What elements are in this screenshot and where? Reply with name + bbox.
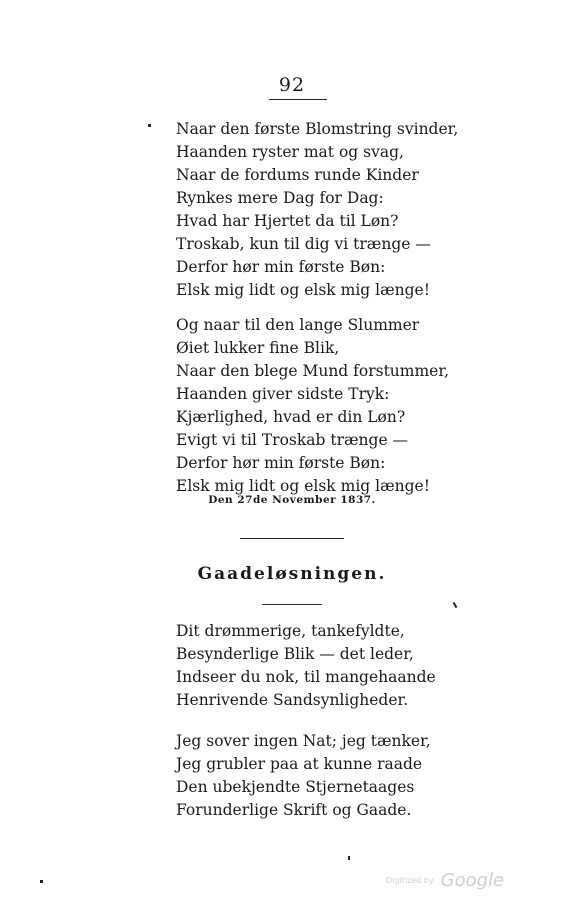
- stanza-3: [176, 620, 466, 712]
- verse-line: Den ubekjendte Stjernetaages: [176, 778, 415, 796]
- page-number: 92: [278, 74, 306, 96]
- verse-line: Dit drømmerige, tankefyldte,: [176, 622, 405, 640]
- ink-speck: [148, 124, 151, 127]
- verse-line: Kjærlighed, hvad er din Løn?: [176, 408, 406, 426]
- digitized-watermark: [386, 870, 516, 898]
- page-number-rule: [269, 99, 327, 100]
- verse-line: Troskab, kun til dig vi trænge —: [176, 235, 431, 253]
- verse-line: Forunderlige Skrift og Gaade.: [176, 801, 412, 819]
- verse-line: Haanden giver sidste Tryk:: [176, 385, 390, 403]
- verse-line: Elsk mig lidt og elsk mig længe!: [176, 477, 430, 495]
- verse-line: Haanden ryster mat og svag,: [176, 143, 404, 161]
- verse-line: Jeg sover ingen Nat; jeg tænker,: [176, 732, 431, 750]
- verse-line: Jeg grubler paa at kunne raade: [176, 755, 423, 773]
- watermark-logo-text: Google: [440, 870, 505, 891]
- ink-speck: [348, 856, 350, 860]
- verse-line: Evigt vi til Troskab trænge —: [176, 431, 409, 449]
- verse-line: Øiet lukker fine Blik,: [176, 339, 340, 357]
- date-line: Den 27de November 1837.: [208, 494, 376, 506]
- verse-line: Rynkes mere Dag for Dag:: [176, 189, 384, 207]
- verse-line: Elsk mig lidt og elsk mig længe!: [176, 281, 430, 299]
- verse-line: Derfor hør min første Bøn:: [176, 258, 386, 276]
- title-underline: [262, 604, 322, 605]
- verse-line: Hvad har Hjertet da til Løn?: [176, 212, 399, 230]
- ink-speck: [40, 880, 43, 883]
- verse-line: Naar den blege Mund forstummer,: [176, 362, 449, 380]
- stanza-2: [176, 314, 466, 498]
- verse-line: Derfor hør min første Bøn:: [176, 454, 386, 472]
- verse-line: Naar de fordums runde Kinder: [176, 166, 419, 184]
- verse-line: Og naar til den lange Slummer: [176, 316, 420, 334]
- watermark-small-text: Digitized by: [386, 876, 434, 885]
- ink-speck: [453, 602, 458, 608]
- poem-title: Gaadeløsningen.: [197, 564, 387, 584]
- verse-line: Indseer du nok, til mangehaande: [176, 668, 436, 686]
- stanza-4: [176, 730, 466, 822]
- verse-line: Besynderlige Blik — det leder,: [176, 645, 414, 663]
- verse-line: Henrivende Sandsynligheder.: [176, 691, 409, 709]
- verse-line: Naar den første Blomstring svinder,: [176, 120, 459, 138]
- section-divider: [240, 538, 344, 539]
- stanza-1: [176, 118, 466, 302]
